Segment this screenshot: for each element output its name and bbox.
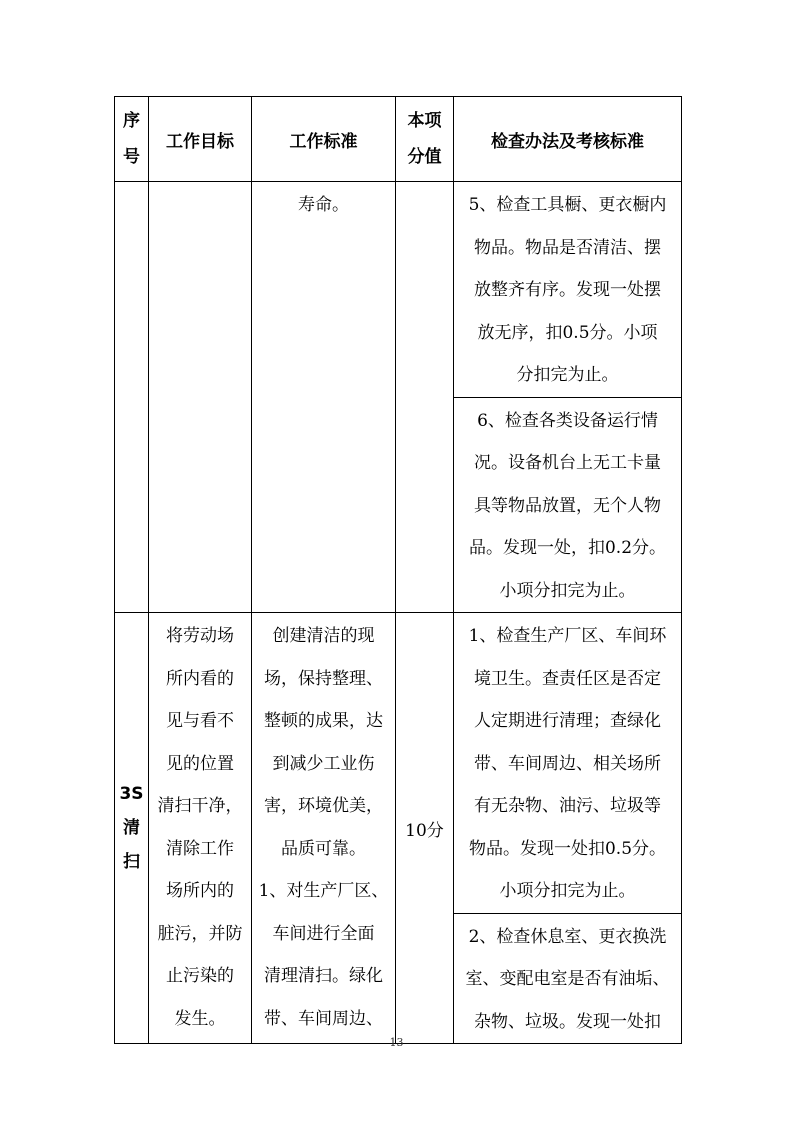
header-checks: 检查办法及考核标准 bbox=[454, 97, 682, 182]
continued-seq-cell bbox=[115, 182, 149, 613]
continued-standard-text: 寿命。 bbox=[298, 195, 349, 215]
standards-table bbox=[114, 96, 682, 1044]
continued-score-cell bbox=[396, 182, 454, 613]
section-score-value: 10分 bbox=[405, 820, 444, 841]
continued-standard-cell bbox=[252, 182, 396, 613]
header-score: 本项 分值 bbox=[396, 97, 454, 182]
section-goal-text: 将劳动场 所内看的 见与看不 见的位置 清扫干净， 清除工作 场所内的 脏污，并防 止污染的 发生。 bbox=[157, 626, 243, 1029]
section-seq-label: 3S 清 扫 bbox=[119, 784, 144, 872]
header-goal: 工作目标 bbox=[149, 97, 252, 182]
table-row-continued-1 bbox=[115, 182, 682, 398]
check-item-2: 2、检查休息室、更衣换洗 室、变配电室是否有油垢、 杂物、垃圾。发现一处扣 bbox=[465, 926, 670, 1032]
continued-check-cell-5 bbox=[454, 182, 682, 398]
section-check-cell-2 bbox=[454, 913, 682, 1044]
continued-check-cell-6 bbox=[454, 397, 682, 613]
check-item-1: 1、检查生产厂区、车间环 境卫生。查责任区是否定 人定期进行清理；查绿化 带、车间周边、相关场所 有无杂物、油污、垃圾等 物品。发现一处扣0.5分。 小项分扣完为止。 bbox=[468, 626, 667, 901]
check-item-6: 6、检查各类设备运行情 况。设备机台上无工卡量 具等物品放置，无个人物 品。发现一处，扣0.2分。 小项分扣完为止。 bbox=[468, 410, 667, 601]
section-standard-cell bbox=[252, 613, 396, 1044]
section-standard-text: 创建清洁的现 场，保持整理、 整顿的成果，达 到减少工业伤 害，环境优美， 品质可靠。 1、对生产厂区、 车间进行全面 清理清扫。绿化 带、车间周边、 bbox=[258, 626, 389, 1029]
section-goal-cell bbox=[149, 613, 252, 1044]
section-seq-cell bbox=[115, 613, 149, 1044]
header-standard: 工作标准 bbox=[252, 97, 396, 182]
table-row-section-1 bbox=[115, 613, 682, 914]
header-row bbox=[115, 97, 682, 182]
section-score-cell bbox=[396, 613, 454, 1044]
continued-goal-cell bbox=[149, 182, 252, 613]
header-seq: 序 号 bbox=[115, 97, 149, 182]
section-check-cell-1 bbox=[454, 613, 682, 914]
page-number: 13 bbox=[389, 1036, 404, 1049]
check-item-5: 5、检查工具橱、更衣橱内 物品。物品是否清洁、摆 放整齐有序。发现一处摆 放无序，扣0.5分。小项 分扣完为止。 bbox=[468, 195, 667, 385]
